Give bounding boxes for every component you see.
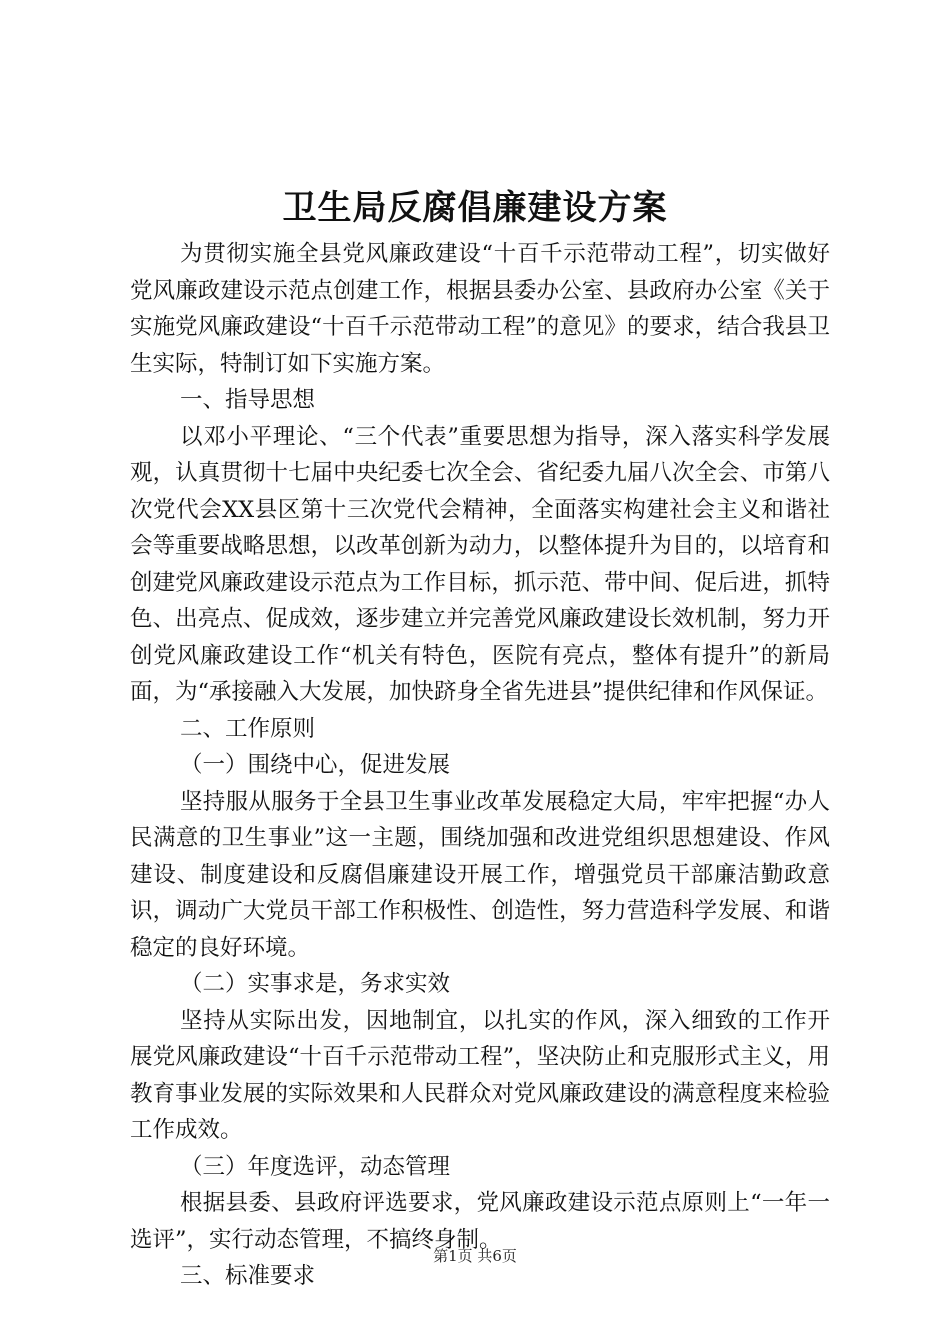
- section-heading-work-principles: 二、工作原则: [180, 715, 316, 742]
- document-body: [130, 236, 830, 1295]
- subsection-heading-2: （二）实事求是，务求实效: [180, 971, 451, 997]
- intro-paragraph: 为贯彻实施全县党风廉政建设“十百千示范带动工程”，切实做好党风廉政建设示范点创建工作，根据县委办公室、县政府办公室《关于实施党风廉政建设“十百千示范带动工程”的意见》的要求，结合我县卫生实际，特制订如下实施方案。: [130, 241, 830, 377]
- subsection-paragraph-2: 坚持从实际出发，因地制宜，以扎实的作风，深入细致的工作开展党风廉政建设“十百千示范带动工程”，坚决防止和克服形式主义，用教育事业发展的实际效果和人民群众对党风廉政建设的满意程度来检验工作成效。: [130, 1007, 830, 1143]
- subsection-heading-3: （三）年度选评，动态管理: [180, 1153, 451, 1180]
- section-paragraph-guiding-ideology: 以邓小平理论、“三个代表”重要思想为指导，深入落实科学发展观，认真贯彻十七届中央纪委七次全会、省纪委九届八次全会、市第八次党代会XX县区第十三次党代会精神，全面落实构建社会主义和谐社会等重要战略思想，以改革创新为动力，以整体提升为目的，以培育和创建党风廉政建设示范点为工作目标，抓示范、带中间、促后进，抓特色、出亮点、促成效，逐步建立并完善党风廉政建设长效机制，努力开创党风廉政建设工作“机关有特色，医院有亮点，整体有提升”的新局面，为“承接融入大发展，加快跻身全省先进县”提供纪律和作风保证。: [130, 423, 830, 705]
- document-title: 卫生局反腐倡廉建设方案: [282, 188, 668, 228]
- section-heading-standards: 三、标准要求: [180, 1263, 316, 1289]
- subsection-paragraph-3: 根据县委、县政府评选要求，党风廉政建设示范点原则上“一年一选评”，实行动态管理，不搞终身制。: [130, 1190, 830, 1253]
- page-number-footer: 第1页 共6页: [433, 1247, 517, 1265]
- subsection-paragraph-1: 坚持服从服务于全县卫生事业改革发展稳定大局，牢牢把握“办人民满意的卫生事业”这一主题，围绕加强和改进党组织思想建设、作风建设、制度建设和反腐倡廉建设开展工作，增强党员干部廉洁勤政意识，调动广大党员干部工作积极性、创造性，努力营造科学发展、和谐稳定的良好环境。: [130, 788, 830, 961]
- section-heading-guiding-ideology: 一、指导思想: [180, 387, 316, 413]
- subsection-heading-1: （一）围绕中心，促进发展: [180, 752, 451, 778]
